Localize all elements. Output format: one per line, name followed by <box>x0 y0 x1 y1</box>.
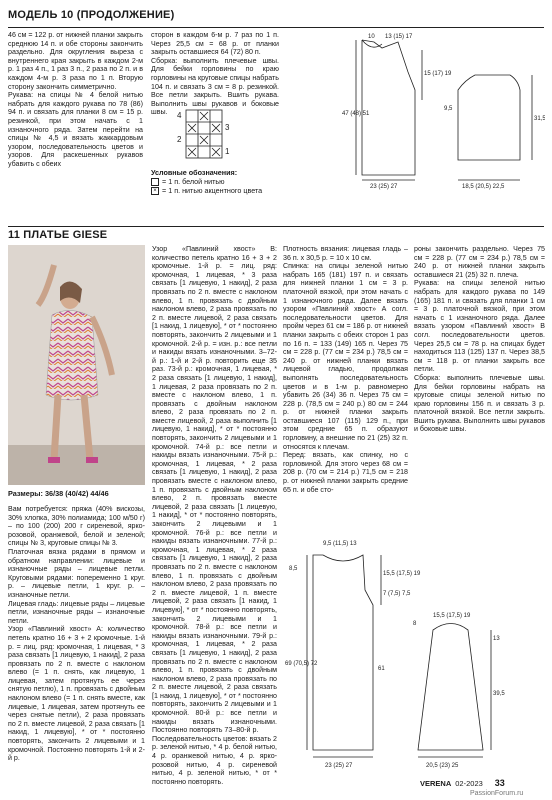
site-watermark[interactable]: PassionForum.ru <box>470 790 524 797</box>
legend-item-accent <box>151 186 279 195</box>
header-rule <box>8 27 544 28</box>
schematic-model10 <box>340 30 545 195</box>
dress-text-mid: Узор «Павлиний хвост» В: количество петель кратно 16 + 3 + 2 кромочные. 1-й р. = лиц. ряд: кромочная, 1 лицевая, * 3 раза связать [1 лицевую, 1 накид], 2 раза провязать по 2 п. вместе с наклоном влево, 1 п. провязать с двойным наклоном влево, 2 раза провязать по 2 п. вместе лицевой, 2 раза связать [1 накид, 1 лицевую], * от * постоянно повторять, закончить 2 лицевыми и 1 кромочной. 2-й р. = изн. р.: все петли и накиды вязать изнаночными. 3–72-й р.: 1-й и 2-й р. повторить еще 35 раз. 73-й р.: кромочная, 1 лицевая, * 2 раза связать [1 лицевую, 1 накид], 1 лицевая, 2 раза провязать по 2 п. вместе с наклоном влево, 1 п. провязать с двойным наклоном влево, 2 раза провязать по 2 п. вместе лицевой, 2 раза выполнить [1 лицевую, 1 накид], * от * постоянно повторять, закончить 2 лицевыми и 1 кромочной. 74-й р.: все петли и накиды вязать изнаночными. 75-й р.: кромочная, 1 лицевая, * 2 раза связать [1 лицевую, 1 накид], 2 раза провязать вместе с наклоном влево, 1 п. провязать с двойным наклоном влево, 2 п. провязать вместе лицевой, 2 раза связать [1 лицевую, 1 накид], * от * постоянно повторять, закончить 2 лицевыми и 1 кромочной. 76-й р.: все петли и накиды вязать изнаночными. 77-й р.: кромочная, 1 лицевая, * 2 раза связать [1 лицевую, 1 накид], 2 раза провязать по 2 п. вместе с наклоном влево, 1 п. провязать с двойным наклоном влево, 2 раза провязать по 2 п. вместе лицевой, 1 п. вместе лицевой, 2 раза связать [1 накид, 1 лицевую], * от * постоянно повторять, закончить 2 лицевыми и 1 кромочной. 78-й р.: все петли и накиды вязать изнаночными. 79-й р.: кромочная, 1 лицевая, * 2 раза связать [1 лицевую, 1 накид], 2 раза провязать по 2 п. вместе с наклоном влево, 1 п. провязать с двойным наклоном влево, 2 раза провязать по 2 п. вместе лицевой, 2 раза связать [1 накид, 1 лицевую], * от * постоянно повторять, закончить 2 лицевыми и 1 кромочной. 80-й р.: все петли и накиды вязать изнаночными. Постоянно повторять 73–80-й р. Последовательность цветов: вязать 2 р. зеленой нитью, * 4 р. белой нитью, 4 р. оранжевой нитью, 4 р. ярко-розовой нитью, 4 р. сиреневой нитью, 4 р. зеленой нитью, * от * постоянно повторять. <box>152 245 277 786</box>
schematic-dress <box>283 535 545 775</box>
dim-bottom-23: 23 (25) 27 <box>370 184 398 190</box>
dim-bottom-185: 18,5 (20,5) 22,5 <box>462 184 505 190</box>
dim-61: 61 <box>378 666 385 672</box>
dim-85: 8,5 <box>289 566 298 572</box>
footer <box>420 778 505 788</box>
legend <box>151 168 279 195</box>
dim-top-10: 10 <box>368 34 375 40</box>
page-number: 33 <box>494 778 505 788</box>
magazine-name: VERENA <box>420 779 452 788</box>
dim-69: 69 (70,5) 72 <box>285 661 318 667</box>
dim-sleeve-top: 15,5 (17,5) 19 <box>433 613 471 619</box>
dim-sleeve-8: 8 <box>413 621 417 627</box>
dim-top-13: 13 (15) 17 <box>385 34 413 40</box>
svg-text:2: 2 <box>177 135 182 144</box>
section-title-model10: МОДЕЛЬ 10 (ПРОДОЛЖЕНИЕ) <box>8 9 175 21</box>
issue-number: 02-2023 <box>455 779 483 788</box>
model-photo <box>8 245 145 485</box>
svg-text:1: 1 <box>225 147 230 156</box>
dim-315: 31,5 <box>534 116 545 122</box>
dress-text-r1: Плотность вязания: лицевая гладь – 36 п. х 30,5 р. = 10 х 10 см. Спинка: на спицы зеленой нитью набрать 165 (181) 197 п. и связать для нижней планки 1 см = 3 р. платочной вязкой, при этом начать с 1 изнаночного ряда. Далее вязать узором «Павлиний хвост» А согл. последовательности цветов. Для пройм через 61 см = 186 р. от нижней планки закрыть с обеих сторон 1 раз по 16 п. = 133 (149) 165 п. Через 75 см = 228 р. (77 см = 234 р.) 78,5 см = 240 р. от нижней планки вязать лицевой гладью, продолжая выполнять последовательность цветов и в 1-м р. равномерно убавить 26 (34) 36 п. Через 75 см = 228 р. (78,5 см = 240 р.) 80 см = 244 р. от нижней планки закрыть оставшиеся 107 (115) 129 п., при этом средние 65 п. образуют горловину, а внешние по 21 (25) 32 п. относятся к плечам. Перед: вязать, как спинку, но с горловиной. Для этого через 68 см = 208 р. (70 см = 214 р.) 71,5 см = 218 р. от нижней планки закрыть средние 65 п. и обе сто- <box>283 245 408 494</box>
section-rule <box>8 226 544 227</box>
legend-title: Условные обозначения: <box>151 168 238 177</box>
model10-text-col1: 46 см = 122 р. от нижней планки закрыть среднюю 14 п. и обе стороны закончить раздельно. Для округления выреза с внутреннего края закрыть в каждом 2-м р. 1 раз 4 п., 1 раз 3 п., 2 раза по 2 п. и в каждом 4-м р. 3 раза по 1 п. Вторую сторону закончить симметрично. Рукава: на спицы № 4 белой нитью набрать для каждого рукава по 78 (86) 94 п. и связать для планки 8 см = 15 р. резинкой, при этом начать с 1 изнаночного ряда. Затем перейти на спицы № 4,5 и вязать жаккардовым узором, последовательность цветов и узоров. Для раскешенных рукавов убавить с обеих <box>8 31 143 168</box>
section-title-dress: 11 ПЛАТЬЕ GIESE <box>8 229 108 241</box>
dim-left-47: 47 (48) 51 <box>342 111 370 117</box>
legend-label-accent: = 1 п. нитью акцентного цвета <box>162 186 263 195</box>
dress-text-r2: роны закончить раздельно. Через 75 см = 228 р. (77 см = 234 р.) 78,5 см = 240 р. от нижней планки закрыть оставшиеся 21 (25) 32 п. плеча. Рукава: на спицы зеленой нитью набрать для каждого рукава по 149 (165) 181 п. и связать для планки 1 см = 3 р. платочной вязкой, при этом начать с 1 изнаночного ряда. Далее вязать узором «Павлиний хвост» В согл. последовательности цветов. Через 25,5 см = 78 р. на спицах будет находиться 113 (125) 137 п. Через 38,5 см = 118 р. от планки закрыть все петли. Сборка: выполнить плечевые швы. Для бейки горловины набрать на круговые спицы зеленой нитью по краю горловины 156 п. и связать 3 р. платочной вязкой. Все петли закрыть. Вшить рукава. Выполнить швы рукавов и боковые швы. <box>414 245 545 434</box>
dim-sleeve-bottom: 20,5 (23) 25 <box>426 763 459 769</box>
model10-text-col2: сторон в каждом 6-м р. 7 раз по 1 п. Через 25,5 см = 68 р. от планки закрыть оставшиеся 64 (72) 80 п. Сборка: выполнить плечевые швы. Для бейки горловины по краю горловины на круговые спицы набрать 104 п. и связать 3 см = 8 р. резинкой. Все петли закрыть. Вшить рукава. Выполнить швы рукавов и боковые швы. <box>151 31 279 117</box>
dim-95: 9,5 <box>444 106 453 112</box>
svg-text:3: 3 <box>225 123 230 132</box>
dim-right-15: 15 (17) 19 <box>424 71 452 77</box>
cross-square-icon: × <box>151 187 159 195</box>
legend-item-white <box>151 177 279 186</box>
dress-text-left: Вам потребуется: пряжа (40% вискозы, 30% хлопка, 30% полиамида; 100 м/50 г) – по 100 (200) 200 г сиреневой, ярко-розовой, оранжевой, белой и зеленой; спицы № 3, круговые спицы № 3. Платочная вязка рядами в прямом и обратном направлении: лицевые и изнаночные ряды – лицевые петли. Круговыми рядами: попеременно 1 круг. р. – лицевые петли, 1 круг. р. – изнаночные петли. Лицевая гладь: лицевые ряды – лицевые петли, изнаночные ряды – изнаночные петли. Узор «Павлиний хвост» А: количество петель кратно 16 + 3 + 2 кромочные. 1-й р. = лиц. ряд: кромочная, 1 лицевая, * 3 раза связать [1 лицевую, 1 накид], 2 раза провязать по 2 п. вместе с наклоном влево (= 1 п. снять, как лицевую, 1 лицевая, затем протянуть ее через снятую петлю), 1 п. провязать с двойным наклоном влево (= 1 п. снять вместе, как лицевые, 1 лицевая, затем протянуть ее через снятые петли), 2 раза провязать по 2 п. вместе лицевой, 2 раза связать [1 накид, 1 лицевую], * от * постоянно повторять, закончить 2 лицевыми и 1 кромочной. Постоянно повторять 1-й и 2-й р. <box>8 505 145 763</box>
white-square-icon <box>151 178 159 186</box>
pattern-chart <box>174 108 236 168</box>
legend-label-white: = 1 п. белой нитью <box>162 177 225 186</box>
dim-7: 7 (7,5) 7,5 <box>383 591 411 597</box>
dim-sleeve-13: 13 <box>493 636 500 642</box>
dim-155: 15,5 (17,5) 19 <box>383 571 421 577</box>
sizes: Размеры: 36/38 (40/42) 44/46 <box>8 489 109 498</box>
dim-top-95: 9,5 (11,5) 13 <box>323 541 357 547</box>
svg-text:4: 4 <box>177 111 182 120</box>
dim-bottom-23b: 23 (25) 27 <box>325 763 353 769</box>
dim-sleeve-395: 39,5 <box>493 691 505 697</box>
